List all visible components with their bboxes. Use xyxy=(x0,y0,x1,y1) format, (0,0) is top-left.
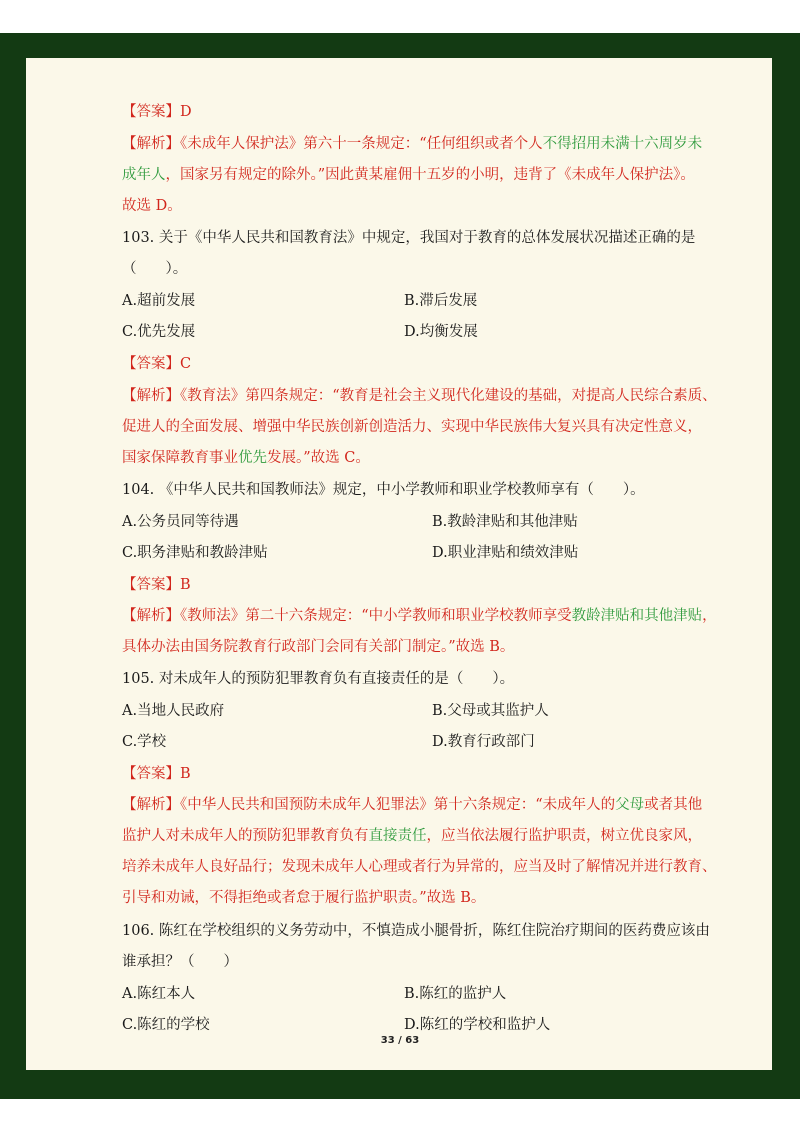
question-106-line1: 106. 陈红在学校组织的义务劳动中，不慎造成小腿骨折，陈红住院治疗期间的医药费应该由 xyxy=(122,923,710,939)
analysis-103-line2 xyxy=(122,417,702,437)
analysis-segment: 【解析】《教育法》第四条规定：“教育是社会主义现代化建设的基础，对提高人民综合素质、 xyxy=(122,388,717,404)
answer-102: 【答案】D xyxy=(122,104,192,120)
answer-103: 【答案】C xyxy=(122,356,192,372)
question-103-line2: （ ）。 xyxy=(122,261,188,277)
analysis-105-line2 xyxy=(122,826,702,846)
option-104-b: B.教龄津贴和其他津贴 xyxy=(432,514,578,530)
analysis-segment: 教龄津贴和其他津贴 xyxy=(571,608,703,624)
option-104-a: A.公务员同等待遇 xyxy=(122,514,239,530)
option-103-c: C.优先发展 xyxy=(122,324,196,340)
analysis-103-line3 xyxy=(122,448,370,468)
option-106-a: A.陈红本人 xyxy=(122,986,196,1002)
analysis-102-line1 xyxy=(122,134,702,154)
option-103-d: D.均衡发展 xyxy=(404,324,478,340)
page-number: 33 / 63 xyxy=(380,1035,420,1046)
answer-104: 【答案】B xyxy=(122,577,191,593)
analysis-segment: 具体办法由国务院教育行政部门会同有关部门制定。”故选 B。 xyxy=(122,639,515,655)
analysis-102-line2 xyxy=(122,165,695,185)
analysis-segment: 【解析】《教师法》第二十六条规定：“中小学教师和职业学校教师享受 xyxy=(122,608,572,624)
question-103-line1: 103. 关于《中华人民共和国教育法》中规定，我国对于教育的总体发展状况描述正确的是 xyxy=(122,230,696,246)
analysis-segment: 发展。”故选 C。 xyxy=(267,450,370,466)
analysis-104-line1 xyxy=(122,606,717,626)
question-104: 104. 《中华人民共和国教师法》规定，中小学教师和职业学校教师享有（ ）。 xyxy=(122,482,645,498)
analysis-103-line1 xyxy=(122,386,717,406)
analysis-105-line1 xyxy=(122,795,702,815)
analysis-segment: 培养未成年人良好品行；发现未成年人心理或者行为异常的，应当及时了解情况并进行教育、 xyxy=(122,859,717,875)
analysis-segment: 国家保障教育事业 xyxy=(122,450,238,466)
question-105: 105. 对未成年人的预防犯罪教育负有直接责任的是（ ）。 xyxy=(122,671,515,687)
option-106-c: C.陈红的学校 xyxy=(122,1017,210,1033)
analysis-segment: 直接责任 xyxy=(368,828,427,844)
analysis-segment: 【解析】《未成年人保护法》第六十一条规定：“任何组织或者个人 xyxy=(122,136,543,152)
option-103-b: B.滞后发展 xyxy=(404,293,478,309)
option-105-c: C.学校 xyxy=(122,734,167,750)
analysis-105-line3 xyxy=(122,857,717,877)
analysis-segment: 不得招用未满十六周岁未 xyxy=(542,136,703,152)
answer-105: 【答案】B xyxy=(122,766,191,782)
analysis-segment: ，应当依法履行监护职责，树立优良家风， xyxy=(426,828,702,844)
option-104-d: D.职业津贴和绩效津贴 xyxy=(432,545,579,561)
option-105-a: A.当地人民政府 xyxy=(122,703,225,719)
analysis-segment: 监护人对未成年人的预防犯罪教育负有 xyxy=(122,828,369,844)
analysis-segment: 优先 xyxy=(238,450,267,466)
option-106-b: B.陈红的监护人 xyxy=(404,986,507,1002)
option-106-d: D.陈红的学校和监护人 xyxy=(404,1017,551,1033)
option-103-a: A.超前发展 xyxy=(122,293,196,309)
question-106-line2: 谁承担？（ ） xyxy=(122,954,238,970)
analysis-segment: ，国家另有规定的除外。”因此黄某雇佣十五岁的小明，违背了《未成年人保护法》。 xyxy=(165,167,695,183)
option-105-d: D.教育行政部门 xyxy=(432,734,535,750)
analysis-segment: 引导和劝诫，不得拒绝或者怠于履行监护职责。”故选 B。 xyxy=(122,890,486,906)
analysis-segment: 促进人的全面发展、增强中华民族创新创造活力、实现中华民族伟大复兴具有决定性意义， xyxy=(122,419,702,435)
option-104-c: C.职务津贴和教龄津贴 xyxy=(122,545,268,561)
analysis-segment: 成年人 xyxy=(122,167,166,183)
analysis-102-line3 xyxy=(122,196,182,216)
option-105-b: B.父母或其监护人 xyxy=(432,703,549,719)
analysis-segment: ， xyxy=(702,608,717,624)
analysis-104-line2 xyxy=(122,637,514,657)
analysis-segment: 【解析】《中华人民共和国预防未成年人犯罪法》第十六条规定：“未成年人的 xyxy=(122,797,616,813)
analysis-segment: 父母 xyxy=(615,797,645,813)
analysis-segment: 故选 D。 xyxy=(122,198,182,214)
analysis-105-line4 xyxy=(122,888,485,908)
analysis-segment: 或者其他 xyxy=(644,797,703,813)
